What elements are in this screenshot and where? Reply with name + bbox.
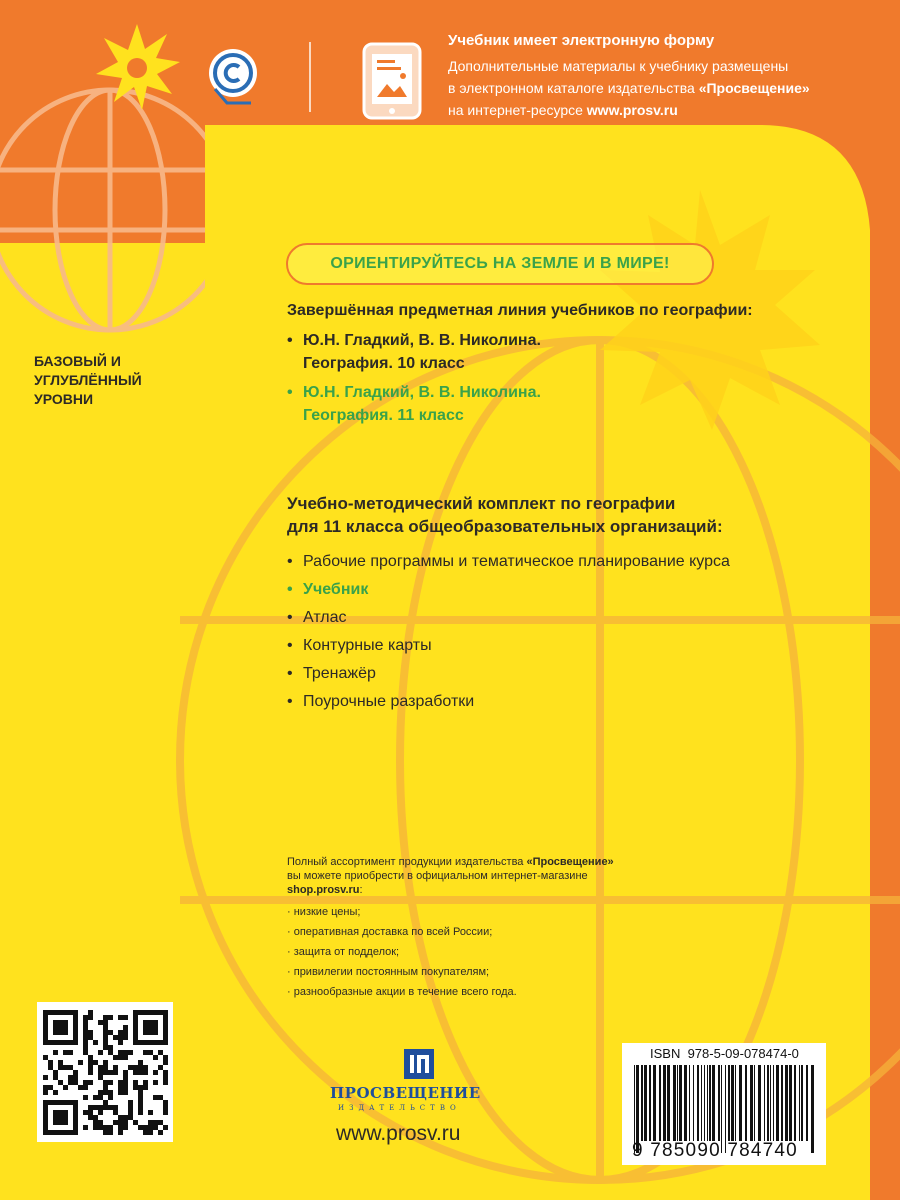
kit-heading-1: Учебно-методический комплект по географии [287, 494, 676, 513]
shop-item: · защита от подделок; [287, 946, 400, 958]
publisher-name: ПРОСВЕЩЕНИЕ [330, 1084, 481, 1102]
shop-item: · привилегии постоянным покупателям; [287, 966, 490, 978]
isbn-label: ISBN 978-5-09-078474-0 [650, 1046, 799, 1061]
copyright-logo-icon [205, 45, 261, 107]
shop-line-3: shop.prosv.ru: [287, 884, 363, 896]
header-line-1: Дополнительные материалы к учебнику размещены [448, 58, 789, 74]
publisher-url[interactable]: www.prosv.ru [336, 1122, 461, 1145]
qr-code-icon [37, 1002, 173, 1142]
sunburst-icon [92, 22, 182, 112]
series-book-2-title: География. 11 класс [303, 407, 464, 424]
header-line-3: на интернет-ресурсе www.prosv.ru [448, 102, 678, 118]
motto-text: ОРИЕНТИРУЙТЕСЬ НА ЗЕМЛЕ И В МИРЕ! [330, 255, 670, 272]
shop-item: · низкие цены; [287, 906, 361, 918]
publisher-sub: ИЗДАТЕЛЬСТВО [338, 1104, 461, 1112]
tablet-icon [362, 42, 422, 120]
kit-heading-2: для 11 класса общеобразовательных организаций: [287, 517, 723, 536]
kit-item: • Поурочные разработки [287, 693, 475, 710]
series-book-2-authors: • Ю.Н. Гладкий, В. В. Николина. [287, 384, 541, 401]
levels-label: БАЗОВЫЙ И УГЛУБЛЁННЫЙ УРОВНИ [34, 353, 142, 407]
kit-item: • Рабочие программы и тематическое планирование курса [287, 553, 730, 570]
barcode-digits: 9 785090 784740 [632, 1140, 798, 1161]
series-heading: Завершённая предметная линия учебников по географии: [287, 302, 753, 319]
shop-item: · оперативная доставка по всей России; [287, 926, 493, 938]
shop-line-2: вы можете приобрести в официальном интернет-магазине [287, 870, 588, 882]
kit-item: • Учебник [287, 581, 369, 598]
shop-line-1: Полный ассортимент продукции издательства «Просвещение» [287, 856, 614, 868]
publisher-logo-icon [402, 1047, 436, 1081]
kit-item: • Контурные карты [287, 637, 432, 654]
series-book-1-authors: • Ю.Н. Гладкий, В. В. Николина. [287, 332, 541, 349]
qr-code[interactable] [37, 1002, 173, 1142]
motto-banner [286, 243, 714, 285]
header-line-2: в электронном каталоге издательства «Просвещение» [448, 80, 810, 96]
kit-item: • Тренажёр [287, 665, 376, 682]
shop-item: · разнообразные акции в течение всего года. [287, 986, 517, 998]
series-book-1-title: География. 10 класс [303, 355, 465, 372]
kit-item: • Атлас [287, 609, 347, 626]
header-title: Учебник имеет электронную форму [448, 32, 715, 49]
